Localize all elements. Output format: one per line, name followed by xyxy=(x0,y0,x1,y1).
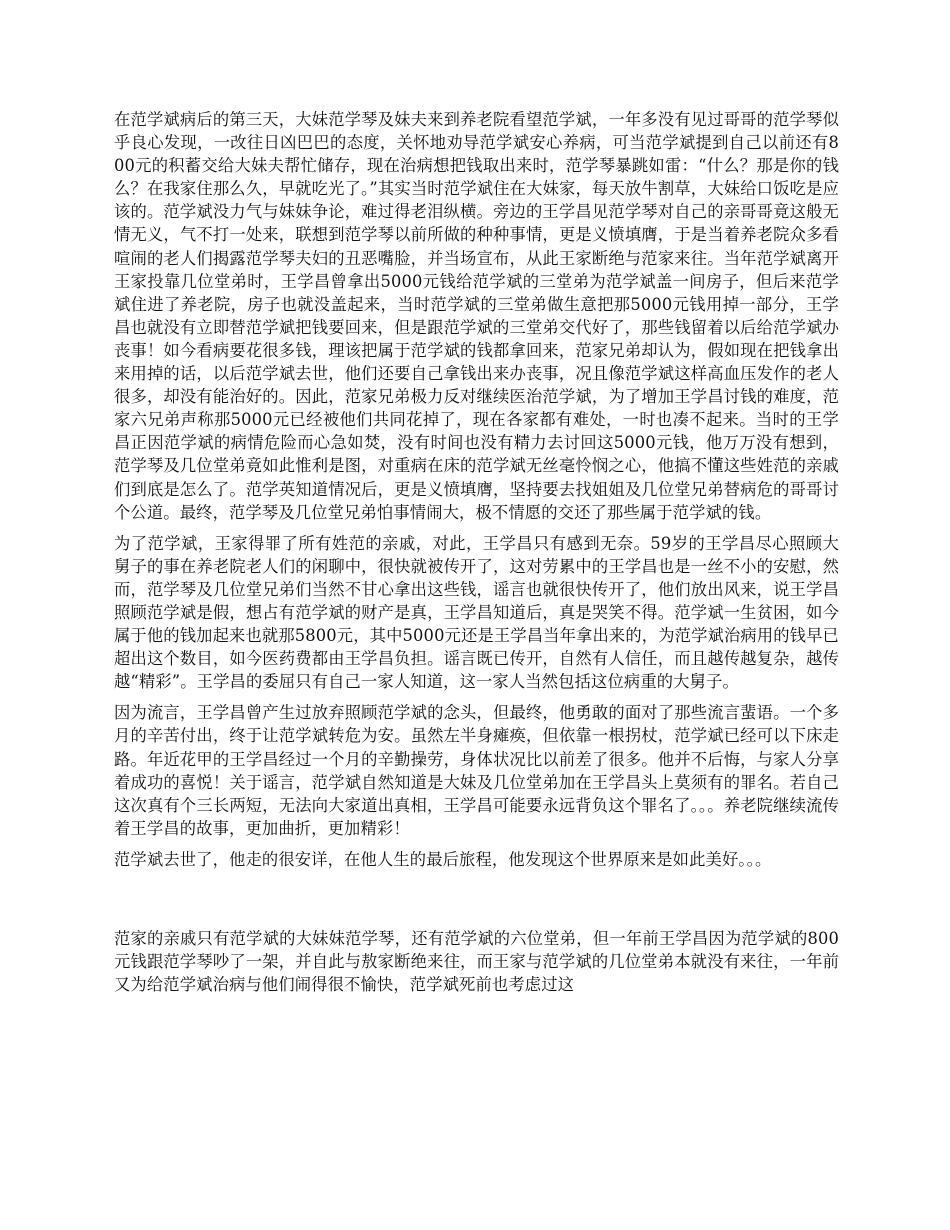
paragraph-1: 在范学斌病后的第三天，大妹范学琴及妹夫来到养老院看望范学斌，一年多没有见过哥哥的范学琴似乎良心发现，一改往日凶巴巴的态度，关怀地劝导范学斌安心养病，可当范学斌提到自己以前还有800元的积蓄交给大妹夫帮忙储存，现在治病想把钱取出来时，范学琴暴跳如雷：“什么？那是你的钱么？在我家住那么久，早就吃光了。”其实当时范学斌住在大妹家，每天放牛割草，大妹给口饭吃是应该的。范学斌没力气与妹妹争论，难过得老泪纵横。旁边的王学昌见范学琴对自己的亲哥哥竟这般无情无义，气不打一处来，联想到范学琴以前所做的种种事情，更是义愤填膺，于是当着养老院众多看喧闹的老人们揭露范学琴夫妇的丑恶嘴脸，并当场宣布，从此王家断绝与范家来往。当年范学斌离开王家投靠几位堂弟时，王学昌曾拿出5000元钱给范学斌的三堂弟为范学斌盖一间房子，但后来范学斌住进了养老院，房子也就没盖起来，当时范学斌的三堂弟做生意把那5000元钱用掉一部分，王学昌也就没有立即替范学斌把钱要回来，但是跟范学斌的三堂弟交代好了，那些钱留着以后给范学斌办丧事！如今看病要花很多钱，理该把属于范学斌的钱都拿回来，范家兄弟却认为，假如现在把钱拿出来用掉的话，以后范学斌去世，他们还要自己拿钱出来办丧事，况且像范学斌这样高血压发作的老人很多，却没有能治好的。因此，范家兄弟极力反对继续医治范学斌，为了增加王学昌讨钱的难度，范家六兄弟声称那5000元已经被他们共同花掉了，现在各家都有难处，一时也凑不起来。当时的王学昌正因范学斌的病情危险而心急如焚，没有时间也没有精力去讨回这5000元钱，他万万没有想到，范学琴及几位堂弟竟如此惟利是图，对重病在床的范学斌无丝毫怜悯之心，他搞不懂这些姓范的亲戚们到底是怎么了。范学英知道情况后，更是义愤填膺，坚持要去找姐姐及几位堂兄弟替病危的哥哥讨个公道。最终，范学琴及几位堂兄弟怕事情闹大，极不情愿的交还了那些属于范学斌的钱。 xyxy=(114,110,839,522)
document-body xyxy=(114,108,839,1004)
paragraph-5: 范家的亲戚只有范学斌的大妹妹范学琴，还有范学斌的六位堂弟，但一年前王学昌因为范学斌的800元钱跟范学琴吵了一架，并自此与敖家断绝来往，而王家与范学斌的几位堂弟本就没有来往，一年前又为给范学斌治病与他们闹得很不愉快，范学斌死前也考虑过这 xyxy=(114,929,839,995)
paragraph-4: 范学斌去世了，他走的很安详，在他人生的最后旅程，他发现这个世界原来是如此美好。。。 xyxy=(114,849,772,869)
paragraph-3: 因为流言，王学昌曾产生过放弃照顾范学斌的念头，但最终，他勇敢的面对了那些流言蜚语。一个多月的辛苦付出，终于让范学斌转危为安。虽然左半身瘫痪，但依靠一根拐杖，范学斌已经可以下床走路。年近花甲的王学昌经过一个月的辛勤操劳，身体状况比以前差了很多。他并不后悔，与家人分享着成功的喜悦！关于谣言，范学斌自然知道是大妹及几位堂弟加在王学昌头上莫须有的罪名。若自己这次真有个三长两短，无法向大家道出真相，王学昌可能要永远背负这个罪名了。。。养老院继续流传着王学昌的故事，更加曲折，更加精彩！ xyxy=(114,703,839,838)
paragraph-2: 为了范学斌，王家得罪了所有姓范的亲戚，对此，王学昌只有感到无奈。59岁的王学昌尽心照顾大舅子的事在养老院老人们的闲聊中，很快就被传开了，这对劳累中的王学昌也是一丝不小的安慰，然而，范学琴及几位堂兄弟们当然不甘心拿出这些钱，谣言也就很快传开了，他们放出风来，说王学昌照顾范学斌是假，想占有范学斌的财产是真，王学昌知道后，真是哭笑不得。范学斌一生贫困，如今属于他的钱加起来也就那5800元，其中5000元还是王学昌当年拿出来的，为范学斌治病用的钱早已超出这个数目，如今医药费都由王学昌负担。谣言既已传开，自然有人信任，而且越传越复杂，越传越“精彩”。王学昌的委屈只有自己一家人知道，这一家人当然包括这位病重的大舅子。 xyxy=(114,533,839,692)
